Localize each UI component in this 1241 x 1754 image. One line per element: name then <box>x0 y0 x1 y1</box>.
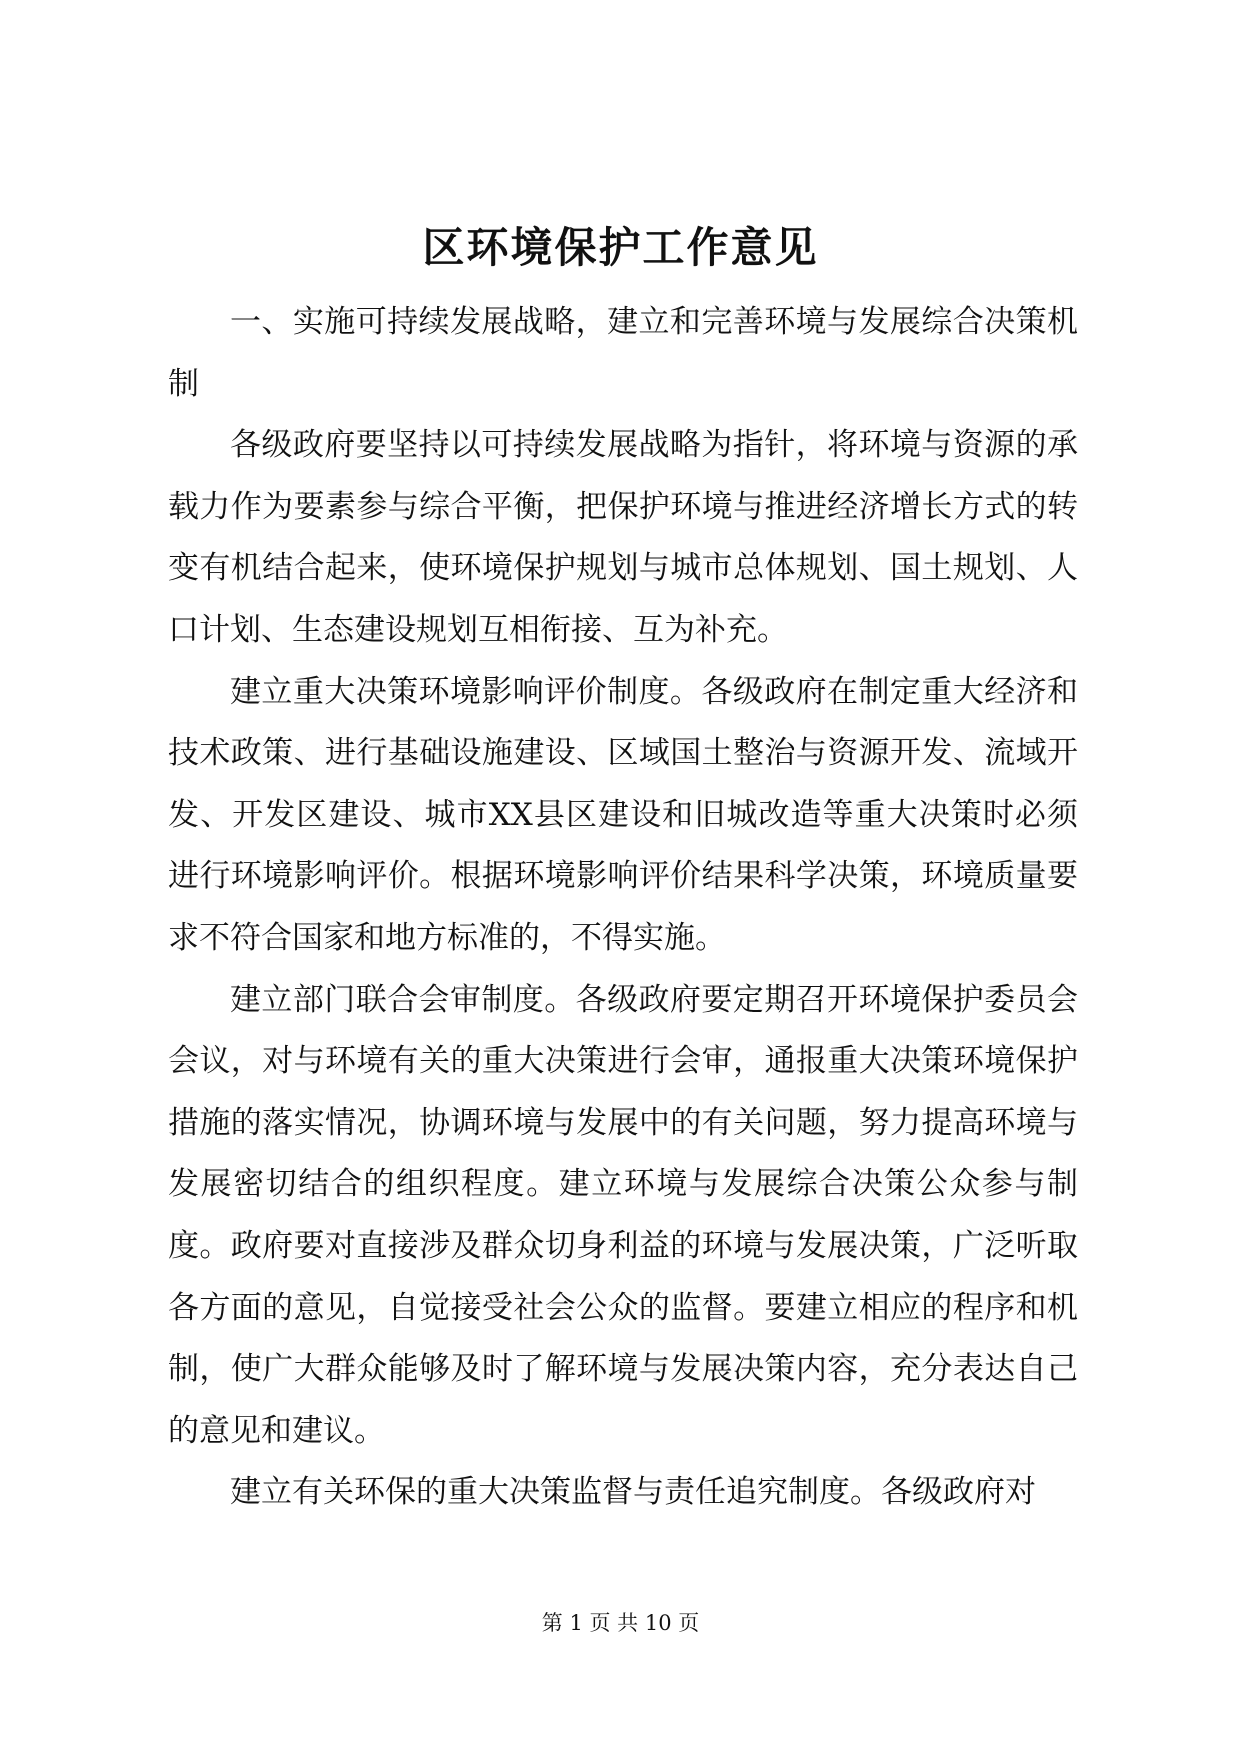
body-paragraph: 建立重大决策环境影响评价制度。各级政府在制定重大经济和技术政策、进行基础设施建设、区域国土整治与资源开发、流域开发、开发区建设、城市XX县区建设和旧城改造等重大决策时必须进行环境影响评价。根据环境影响评价结果科学决策，环境质量要求不符合国家和地方标准的，不得实施。 <box>168 673 1078 956</box>
body-paragraph: 各级政府要坚持以可持续发展战略为指针，将环境与资源的承载力作为要素参与综合平衡，把保护环境与推进经济增长方式的转变有机结合起来，使环境保护规划与城市总体规划、国土规划、人口计划、生态建设规划互相衔接、互为补充。 <box>168 427 1078 648</box>
body-paragraph: 建立部门联合会审制度。各级政府要定期召开环境保护委员会会议，对与环境有关的重大决策进行会审，通报重大决策环境保护措施的落实情况，协调环境与发展中的有关问题，努力提高环境与发展密切结合的组织程度。建立环境与发展综合决策公众参与制度。政府要对直接涉及群众切身利益的环境与发展决策，广泛听取各方面的意见，自觉接受社会公众的监督。要建立相应的程序和机制，使广大群众能够及时了解环境与发展决策内容，充分表达自己的意见和建议。 <box>168 981 1078 1449</box>
document-title: 区环境保护工作意见 <box>422 223 819 272</box>
page-footer: 第 1 页 共 10 页 <box>541 1611 700 1635</box>
section-heading: 一、实施可持续发展战略，建立和完善环境与发展综合决策机制 <box>168 304 1078 402</box>
body-paragraph: 建立有关环保的重大决策监督与责任追究制度。各级政府对 <box>230 1474 1036 1511</box>
document-body <box>168 292 1078 1524</box>
